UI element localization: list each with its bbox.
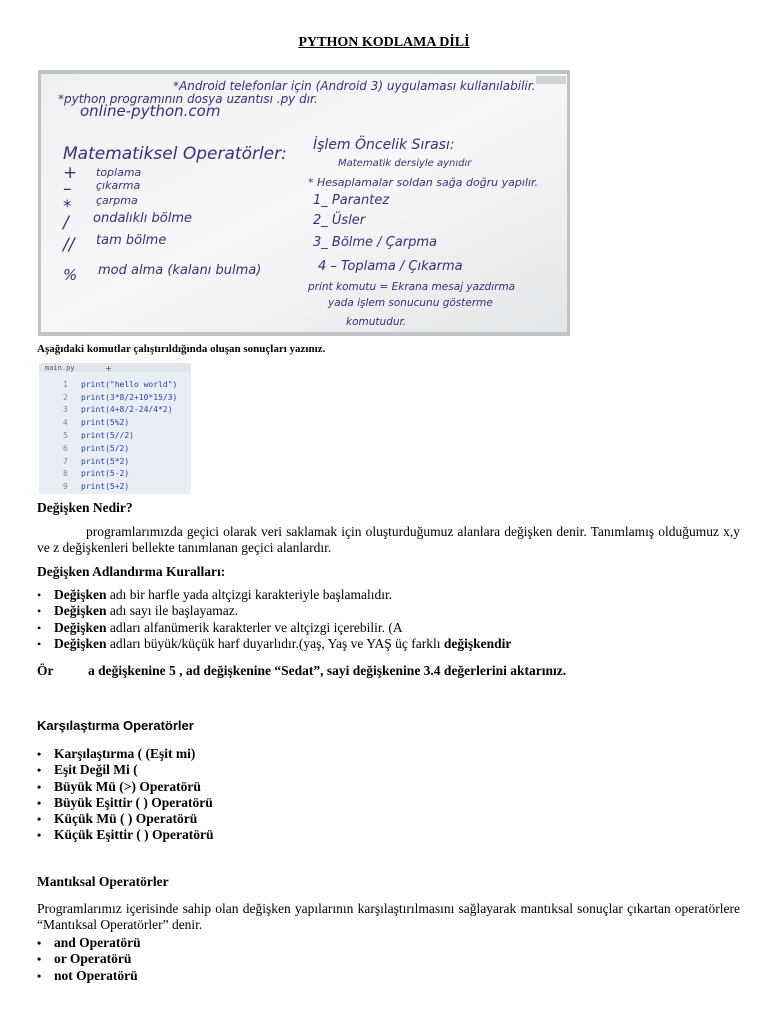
svg-text:2: 2 (63, 393, 68, 402)
comparison-heading: Karşılaştırma Operatörler (37, 718, 194, 733)
svg-text:%: % (63, 266, 78, 284)
svg-text:print(5*2): print(5*2) (81, 457, 130, 466)
list-item: • Küçük Mü ( ) Operatörü (37, 811, 214, 827)
add-tab-icon: + (105, 364, 112, 373)
page-title: PYTHON KODLAMA DİLİ (298, 35, 470, 50)
variable-heading: Değişken Nedir? (37, 500, 133, 515)
list-item: • Büyük Eşittir ( ) Operatörü (37, 795, 214, 811)
list-item: • Değişken adları büyük/küçük harf duyarlıdır.(yaş, Yaş ve YAŞ üç farklı değişkendir (37, 636, 742, 652)
svg-text:/: / (63, 213, 69, 233)
svg-text:print(3*8/2+10*15/3): print(3*8/2+10*15/3) (81, 393, 178, 402)
svg-text:*: * (63, 197, 72, 217)
svg-text:*Android telefonlar için (Andr: *Android telefonlar için (Android 3) uygulaması kullanılabilir. (173, 79, 536, 93)
svg-text:ondalıklı bölme: ondalıklı bölme (93, 211, 192, 226)
svg-text:İşlem Öncelik Sırası:: İşlem Öncelik Sırası: (313, 137, 455, 153)
list-item: • Küçük Eşittir ( ) Operatörü (37, 827, 214, 843)
svg-text:toplama: toplama (96, 166, 142, 179)
svg-text:3_ Bölme / Çarpma: 3_ Bölme / Çarpma (313, 235, 437, 250)
example-text: a değişkenine 5 , ad değişkenine “Sedat”, sayi değişkenine 3.4 değerlerini aktarınız. (88, 663, 567, 678)
example-label: Ör (37, 663, 54, 678)
svg-text:mod alma (kalanı bulma): mod alma (kalanı bulma) (98, 263, 262, 278)
logical-list (37, 935, 141, 984)
svg-text:print("hello world"): print("hello world") (81, 380, 178, 389)
whiteboard-photo (38, 70, 570, 336)
svg-text://: // (63, 235, 75, 255)
svg-text:Matematik dersiyle aynıdır: Matematik dersiyle aynıdır (338, 158, 472, 169)
list-item: • and Operatörü (37, 935, 141, 951)
svg-text:9: 9 (63, 482, 68, 491)
exercise-caption: Aşağıdaki komutlar çalıştırıldığında oluşan sonuçları yazınız. (37, 343, 326, 355)
svg-text:* Hesaplamalar soldan sağa doğ: * Hesaplamalar soldan sağa doğru yapılır. (308, 176, 539, 189)
list-item: • Eşit Değil Mi ( (37, 762, 214, 778)
svg-text:print(5/2): print(5/2) (81, 444, 130, 453)
logical-heading: Mantıksal Operatörler (37, 874, 169, 889)
list-item: • or Operatörü (37, 951, 141, 967)
list-item: • not Operatörü (37, 968, 141, 984)
svg-text:çarpma: çarpma (96, 194, 138, 207)
comparison-list (37, 746, 214, 844)
list-item: • Değişken adı sayı ile başlayamaz. (37, 603, 742, 619)
list-item: • Karşılaştırma ( (Eşit mi) (37, 746, 214, 762)
svg-text:4 – Toplama / Çıkarma: 4 – Toplama / Çıkarma (318, 259, 463, 274)
svg-text:print komutu = Ekrana mesaj ya: print komutu = Ekrana mesaj yazdırma (308, 281, 516, 293)
svg-text:8: 8 (63, 469, 68, 478)
list-item: • Değişken adı bir harfle yada altçizgi karakteriyle başlamalıdır. (37, 587, 742, 603)
svg-text:tam bölme: tam bölme (96, 233, 167, 248)
svg-text:6: 6 (63, 444, 68, 453)
svg-text:print(5+2): print(5+2) (81, 482, 130, 491)
list-item: • Değişken adları alfanümerik karakterler ve altçizgi içerebilir. (A (37, 620, 742, 636)
svg-text:online-python.com: online-python.com (80, 102, 221, 120)
naming-rules-list (37, 587, 742, 652)
svg-text:+: + (63, 163, 78, 183)
svg-text:print(5-2): print(5-2) (81, 469, 130, 478)
list-item: • Büyük Mü (>) Operatörü (37, 779, 214, 795)
svg-text:5: 5 (63, 431, 68, 440)
svg-text:print(5%2): print(5%2) (81, 418, 130, 427)
svg-text:–: – (63, 179, 72, 199)
svg-text:komutudur.: komutudur. (346, 316, 407, 328)
svg-text:*python programının dosya uzan: *python programının dosya uzantısı .py dır. (58, 92, 318, 106)
svg-text:print(5//2): print(5//2) (81, 431, 134, 440)
svg-text:1_ Parantez: 1_ Parantez (313, 193, 390, 208)
svg-text:print(4+8/2-24/4*2): print(4+8/2-24/4*2) (81, 405, 173, 414)
logical-paragraph: Programlarımız içerisinde sahip olan değişken yapılarının karşılaştırılmasını sağlayarak mantıksal sonuçlar çıkartan operatörlere “Mantıksal Operatörler” denir. (37, 901, 740, 932)
svg-text:4: 4 (63, 418, 68, 427)
svg-text:main.py: main.py (45, 364, 75, 372)
svg-text:yada işlem sonucunu gösterme: yada işlem sonucunu gösterme (328, 297, 493, 309)
svg-text:3: 3 (63, 405, 68, 414)
code-editor-screenshot (39, 363, 191, 494)
svg-text:çıkarma: çıkarma (96, 179, 141, 192)
svg-text:2_ Üsler: 2_ Üsler (313, 213, 366, 228)
naming-rules-heading: Değişken Adlandırma Kuralları: (37, 564, 226, 579)
variable-paragraph: programlarımızda geçici olarak veri saklamak için oluşturduğumuz alanlara değişken denir. Tanımlamış olduğumuz x,y ve z değişkenleri bellekte tanımlanan geçici alanlardır. (37, 524, 740, 555)
svg-text:7: 7 (63, 457, 68, 466)
svg-text:Matematiksel Operatörler:: Matematiksel Operatörler: (63, 144, 287, 164)
svg-text:1: 1 (63, 380, 68, 389)
